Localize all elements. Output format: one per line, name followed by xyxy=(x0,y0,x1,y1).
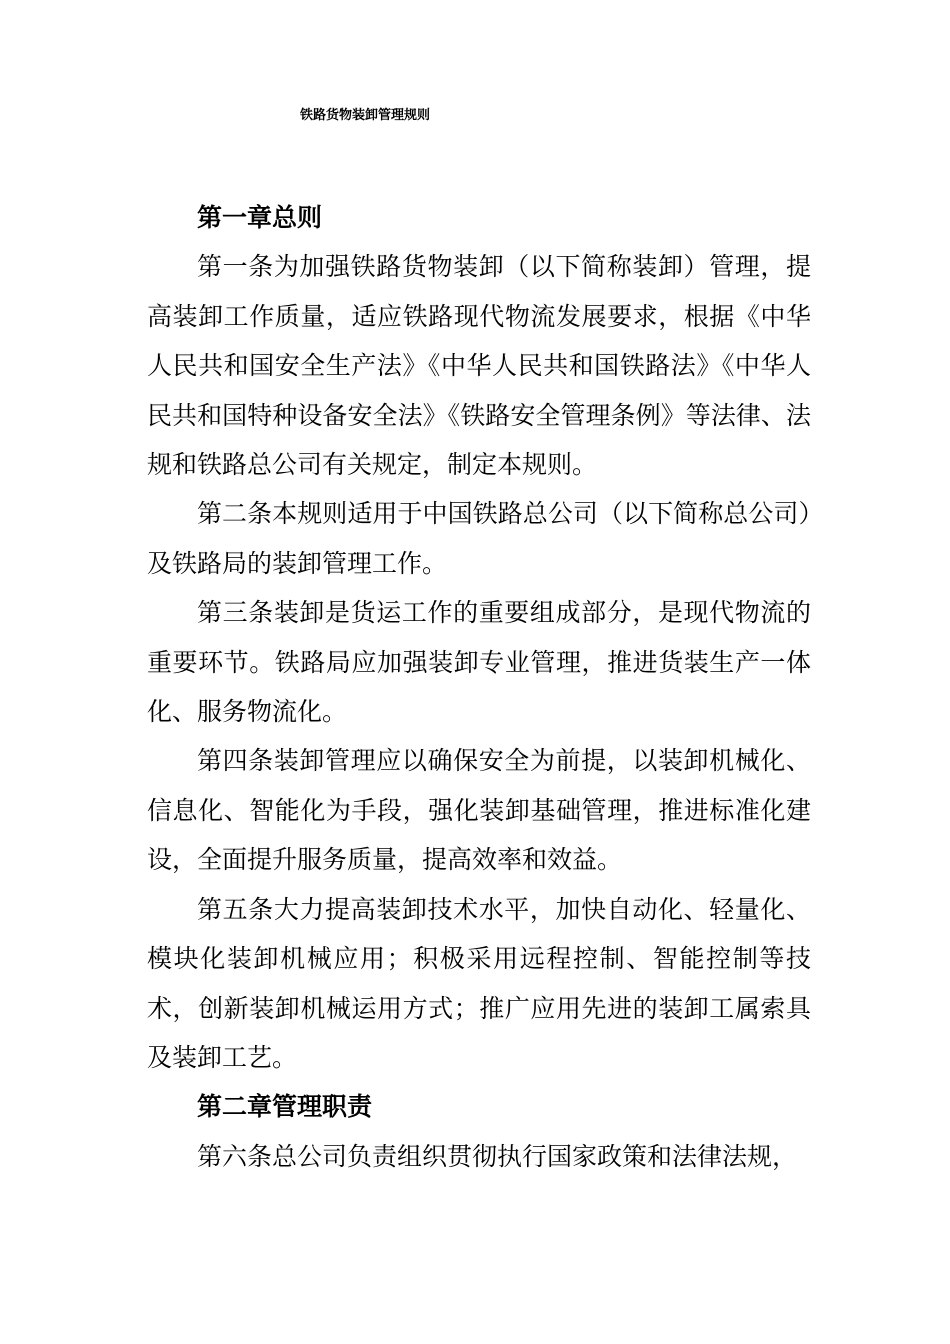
article-1: 第一条为加强铁路货物装卸（以下简称装卸）管理，提高装卸工作质量，适应铁路现代物流发展要求，根据《中华人民共和国安全生产法》《中华人民共和国铁路法》《中华人民共和国特种设备安全法》《铁路安全管理条例》等法律、法规和铁路总公司有关规定，制定本规则。 xyxy=(147,252,811,480)
article-3: 第三条装卸是货运工作的重要组成部分，是现代物流的重要环节。铁路局应加强装卸专业管理，推进货装生产一体化、服务物流化。 xyxy=(147,598,811,727)
chapter-heading: 第二章管理职责 xyxy=(197,1092,373,1122)
article-5: 第五条大力提高装卸技术水平，加快自动化、轻量化、模块化装卸机械应用；积极采用远程控制、智能控制等技术，创新装卸机械运用方式；推广应用先进的装卸工属索具及装卸工艺。 xyxy=(147,894,811,1072)
document-body xyxy=(147,193,811,1181)
chapter-heading: 第一章总则 xyxy=(197,203,323,232)
article-6: 第六条总公司负责组织贯彻执行国家政策和法律法规， xyxy=(197,1141,798,1171)
article-4: 第四条装卸管理应以确保安全为前提，以装卸机械化、信息化、智能化为手段，强化装卸基础管理，推进标准化建设，全面提升服务质量，提高效率和效益。 xyxy=(147,746,811,875)
document-title: 铁路货物装卸管理规则 xyxy=(300,108,431,123)
article-2: 第二条本规则适用于中国铁路总公司（以下简称总公司）及铁路局的装卸管理工作。 xyxy=(147,499,811,578)
